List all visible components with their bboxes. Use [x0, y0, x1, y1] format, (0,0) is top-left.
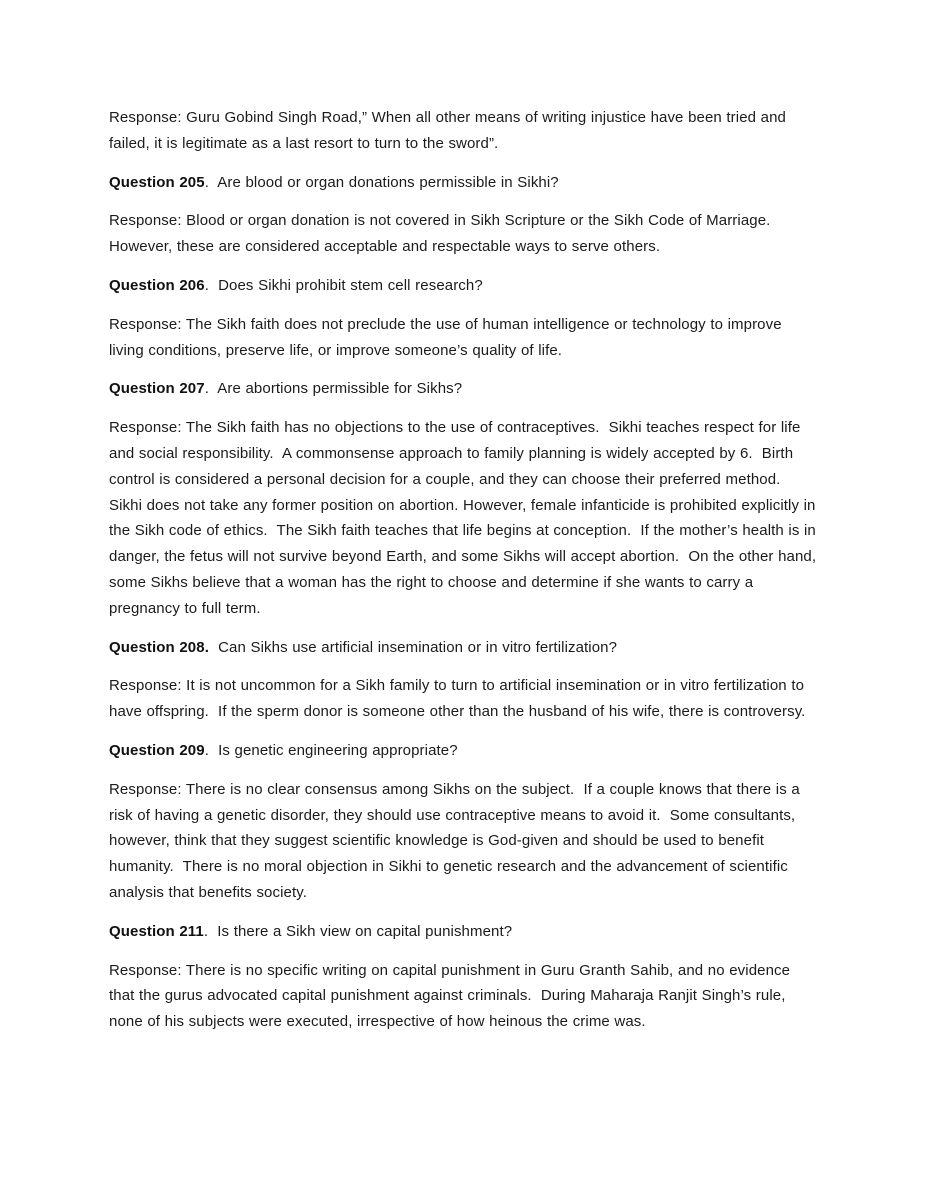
response-paragraph	[109, 958, 817, 1035]
response-paragraph	[109, 777, 817, 906]
response-text: Response: The Sikh faith does not preclude the use of human intelligence or technology to improve living conditions, preserve life, or improve someone’s quality of life.	[109, 315, 787, 359]
response-paragraph	[109, 415, 821, 621]
question-number: Question 206	[109, 276, 205, 294]
response-text: Response: There is no clear consensus among Sikhs on the subject. If a couple knows that there is a risk of having a genetic disorder, they should use contraceptive means to avoid it. Some consultants, however, think that they suggest scientific knowledge is God-given and should be used to benefit humanity. There is no moral objection in Sikhi to genetic research and the advancement of scientific analysis that benefits society.	[109, 780, 805, 901]
response-paragraph	[109, 673, 817, 725]
response-text: Response: There is no specific writing on capital punishment in Guru Granth Sahib, and no evidence that the gurus advocated capital punishment against criminals. During Maharaja Ranjit Singh’s rule, none of his subjects were executed, irrespective of how heinous the crime was.	[109, 961, 795, 1031]
question-text: . Is there a Sikh view on capital punishment?	[203, 922, 513, 940]
question-text: Can Sikhs use artificial insemination or in vitro fertilization?	[208, 638, 618, 656]
question-paragraph	[109, 170, 817, 196]
response-paragraph	[109, 105, 817, 157]
response-paragraph	[109, 312, 817, 364]
question-paragraph	[109, 738, 817, 764]
response-text: Response: Blood or organ donation is not covered in Sikh Scripture or the Sikh Code of Marriage. However, these are considered acceptable and respectable ways to serve others.	[109, 212, 780, 256]
response-text: Response: It is not uncommon for a Sikh family to turn to artificial insemination or in vitro fertilization to have offspring. If the sperm donor is someone other than the husband of his wife, there is controversy.	[109, 677, 809, 721]
question-text: . Are abortions permissible for Sikhs?	[204, 380, 463, 398]
response-text: Response: The Sikh faith has no objections to the use of contraceptives. Sikhi teaches respect for life and social responsibility. A commonsense approach to family planning is widely accepted by 6. Birth control is considered a personal decision for a couple, and they can choose their preferred method. Sikhi does not take any former position on abortion. However, female infanticide is prohibited explicitly in the Sikh code of ethics. The Sikh faith teaches that life begins at conception. If the mother’s health is in danger, the fetus will not survive beyond Earth, and some Sikhs will accept abortion. On the other hand, some Sikhs believe that a woman has the right to choose and determine if she wants to carry a pregnancy to full term.	[109, 419, 821, 617]
question-paragraph	[109, 273, 817, 299]
response-paragraph	[109, 208, 817, 260]
question-number: Question 209	[109, 741, 205, 759]
question-paragraph	[109, 919, 817, 945]
question-number: Question 211	[109, 922, 204, 940]
question-number: Question 205	[109, 173, 205, 191]
document-body	[109, 105, 821, 1035]
question-paragraph	[109, 635, 817, 661]
response-text: Response: Guru Gobind Singh Road,” When all other means of writing injustice have been tried and failed, it is legitimate as a last resort to turn to the sword”.	[109, 109, 791, 152]
question-text: . Does Sikhi prohibit stem cell research?	[204, 276, 483, 294]
question-number: Question 207	[109, 380, 205, 398]
question-text: . Is genetic engineering appropriate?	[204, 741, 458, 759]
question-paragraph	[109, 376, 817, 402]
question-number: Question 208.	[109, 638, 209, 656]
question-text: . Are blood or organ donations permissible in Sikhi?	[204, 173, 559, 191]
